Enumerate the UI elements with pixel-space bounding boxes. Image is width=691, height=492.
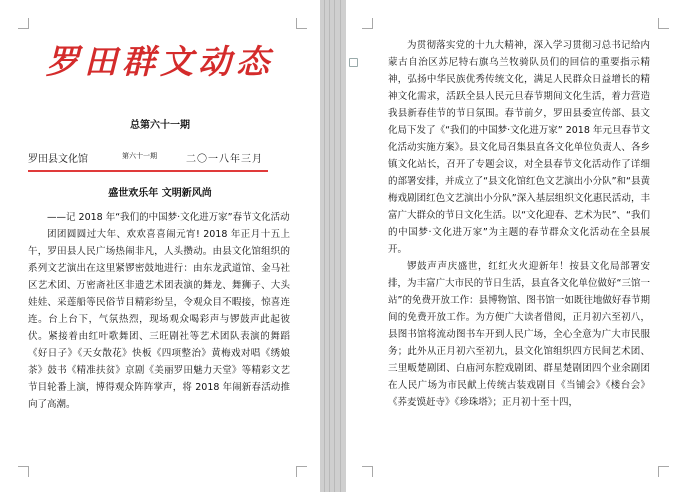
article-body-right[interactable]: [388, 37, 650, 411]
newsletter-masthead: 罗田群文动态: [46, 42, 274, 81]
page-corner-mark: [362, 18, 373, 29]
page-corner-mark: [296, 18, 307, 29]
page-corner-mark: [18, 18, 29, 29]
gutter-line: [340, 0, 341, 492]
paragraph-anchor-icon: [349, 58, 358, 67]
issue-date: 二〇一八年三月: [186, 154, 263, 165]
page-corner-mark: [658, 466, 669, 477]
page-gutter: [320, 0, 346, 492]
document-page-left[interactable]: [0, 0, 320, 492]
organization-name: 罗田县文化馆: [28, 154, 88, 165]
volume-label: 第六十一期: [122, 152, 157, 160]
page-corner-mark: [296, 466, 307, 477]
gutter-line: [334, 0, 335, 492]
paragraph: 为贯彻落实党的十九大精神，深入学习贯彻习总书记给内蒙古自治区苏尼特右旗乌兰牧骑队员们的回信的重要指示精神，弘扬中华民族优秀传统文化，满足人民群众日益增长的精神文化需求，活跃全县人民元旦春节期间文化生活，着力营造我县新春佳节的节日氛围。春节前夕，罗田县委宣传部、县文化局下发了《“我们的中国梦·文化进万家” 2018 年元旦春节文化活动实施方案》。县文化局召集县直各文化单位负责人、各乡镇文化站长，召开了专题会议，对全县春节文化活动作了详细的部署安排，并成立了“县文化馆红色文艺演出小分队”和“县黄梅戏剧团红色文艺演出小分队”深入基层组织文化惠民活动，丰富广大群众的节日文化生活。以“文化迎春、艺术为民”、“我们的中国梦·文化进万家”为主题的春节群众文化活动在全县展开。: [388, 40, 650, 255]
gutter-line: [324, 0, 325, 492]
page-corner-mark: [18, 466, 29, 477]
paragraph: 锣鼓声声庆盛世，红红火火迎新年！按县文化局部署安排，为丰富广大市民的节日生活，县直各文化单位做好“三馆一站”的免费开放工作：县博物馆、图书馆一如既往地做好春节期间的免费开放工作。为方便广大读者借阅，正月初六至初八，县图书馆将流动图书车开到人民广场，全心全意为广大市民服务；此外从正月初六至初九，县文化馆组织四方民间艺术团、三里畈楚剧团、白庙河东腔戏剧团、群星楚剧团四个业余剧团在人民广场为市民献上传统古装戏剧目《当铺会》《楼台会》《荞麦馍赶寺》《珍珠塔》；正月初十至十四，: [388, 261, 650, 408]
page-corner-mark: [362, 466, 373, 477]
article-body-left[interactable]: [28, 209, 290, 413]
issue-number: 总第六十一期: [130, 120, 190, 131]
gutter-line: [329, 0, 330, 492]
paragraph: 团团圆圆过大年、欢欢喜喜闹元宵! 2018 年正月十五上午，罗田县人民广场热闹非凡，人头攒动。由县文化馆组织的系列文艺演出在这里紧锣密鼓地进行：由东龙武道馆、金马社区艺术团、万密斋社区非遗艺术团表演的舞龙、舞狮子、大头娃娃、采莲船等民俗节目精彩纷呈，令观众目不暇接，惊喜连连。台上台下，气氛热烈，现场观众喝彩声与锣鼓声此起彼伏。紧接着由红叶歌舞团、三旺剧社等艺术团队表演的舞蹈《好日子》《天女散花》快板《四项整治》黄梅戏对唱《绣娘茶》鼓书《精准扶贫》京剧《美丽罗田魅力天堂》等精彩文艺节目轮番上演，博得观众阵阵掌声，将 2018 年闹新春活动推向了高潮。: [28, 229, 290, 410]
paragraph: ——记 2018 年“我们的中国梦·文化进万家”春节文化活动: [47, 212, 290, 223]
issue-info-row: [28, 150, 292, 164]
masthead-divider: [28, 170, 268, 172]
article-headline: 盛世欢乐年 文明新风尚: [108, 188, 212, 199]
page-corner-mark: [658, 18, 669, 29]
